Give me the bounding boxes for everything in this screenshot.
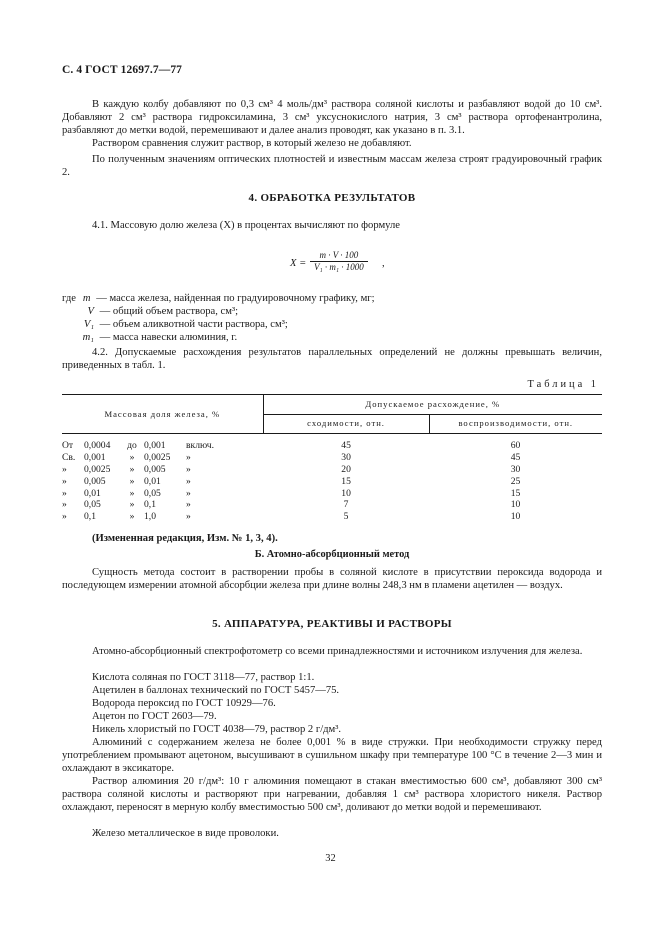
section-5-item: Железо металлическое в виде проволоки. [92,828,279,839]
column-header-reproducibility: воспроизводимости, отн. [429,414,602,434]
range-pre: » [62,499,67,511]
range-mid: » [129,511,135,523]
reproducibility-cell: 15 [510,487,521,499]
definition-text: — объем аликвотной части раствора, см³; [99,319,288,330]
section-5-item: Ацетилен в баллонах технический по ГОСТ 5457—75. [92,685,340,696]
range-hi: 0,0025 [144,452,171,464]
table-row [62,464,602,476]
convergence-cell: 20 [341,463,351,475]
range-hi: 0,05 [144,487,161,499]
method-b-title: Б. Атомно-абсорбционный метод [254,549,410,560]
range-mid: » [129,475,135,487]
formula-fraction [310,250,368,273]
table-caption: Таблица 1 [527,379,599,390]
convergence-cell: 5 [343,511,349,523]
range-pre: Св. [62,452,76,464]
range-cell [62,499,263,511]
range-cell [62,434,263,452]
definition-text: — масса железа, найденная по градуировочному графику, мг; [96,293,375,304]
paragraph-4-1: 4.1. Массовую долю железа (X) в процентах вычисляют по формуле [92,220,400,231]
section-5-item: Ацетон по ГОСТ 2603—79. [92,711,217,722]
method-b-text: Сущность метода состоит в растворении пробы в соляной кислоте в присутствии пероксида водорода и последующем измерении атомной абсорбции железа при длине волны 248,3 нм в пламени ацетилен — воздух. [62,567,602,591]
range-post: » [186,475,191,487]
revision-note: (Измененная редакция, Изм. № 1, 3, 4). [92,533,278,544]
range-hi: 1,0 [144,511,156,523]
formula-tail: , [382,258,385,269]
range-lo: 0,001 [84,452,106,464]
section-5-item: Кислота соляная по ГОСТ 3118—77, раствор 1:1. [92,672,315,683]
reproducibility-cell: 60 [510,440,521,452]
page-number: 32 [325,853,336,864]
range-hi: 0,1 [144,499,156,511]
definition-symbol: m₁ [82,332,94,343]
paragraph-4-2: 4.2. Допускаемые расхождения результатов параллельных определений не должны превышать величин, приведенных в табл. 1. [62,347,602,371]
reproducibility-cell: 45 [510,452,521,464]
range-cell [62,487,263,499]
range-post: » [186,511,191,523]
range-cell [62,475,263,487]
range-post: » [186,499,191,511]
range-pre: От [62,440,74,452]
definition-symbol: m [82,293,91,304]
range-pre: » [62,487,67,499]
section-5-item: Водорода пероксид по ГОСТ 10929—76. [92,698,276,709]
range-lo: 0,0004 [84,440,111,452]
table-row [62,434,602,452]
range-mid: » [129,452,135,464]
formula [290,250,490,280]
range-post: включ. [186,440,215,452]
tolerance-table [62,394,602,523]
definition-text: — общий объем раствора, см³; [99,306,239,317]
formula-denominator: V₁ · m₁ · 1000 [314,262,364,272]
definition-row [62,318,602,331]
formula-lhs: X = [290,258,307,269]
reproducibility-cell: 30 [510,463,521,475]
reproducibility-cell: 10 [510,499,521,511]
convergence-cell: 30 [341,452,351,464]
table-row [62,452,602,464]
table-row [62,511,602,523]
section-4-title: 4. ОБРАБОТКА РЕЗУЛЬТАТОВ [248,192,416,204]
range-pre: » [62,463,67,475]
range-cell [62,511,263,523]
table-row [62,475,602,487]
formula-numerator: m · V · 100 [310,250,368,262]
table-row [62,499,602,511]
range-lo: 0,01 [84,487,101,499]
column-header-group: Допускаемое расхождение, % [263,395,602,415]
section-5-item: Раствор алюминия 20 г/дм³: 10 г алюминия помещают в стакан вместимостью 600 см³, добавляют 300 см³ раствора соляной кислоты и растворяют при нагревании, добавляя 1 см³ раствора хлористого никеля. Раствор охлаждают, переносят в мерную колбу вместимостью 500 см³, доливают до метки водой и перемешивают. [62,776,602,813]
range-post: » [186,487,191,499]
range-hi: 0,001 [144,440,166,452]
definition-row [62,305,602,318]
range-pre: » [62,475,67,487]
range-lo: 0,0025 [84,463,111,475]
reproducibility-cell: 10 [510,511,521,523]
intro-paragraph-2: Раствором сравнения служит раствор, в который железо не добавляют. [92,138,412,149]
definition-symbol: V₁ [83,319,94,330]
definition-row [62,292,602,305]
range-post: » [186,463,191,475]
section-5-item: Никель хлористый по ГОСТ 4038—79, раствор 2 г/дм³. [92,724,342,735]
section-5-item: Алюминий с содержанием железа не более 0,001 % в виде стружки. При необходимости стружку перед употреблением промывают ацетоном, высушивают в сушильном шкафу при температуре 100 °С в течение 2—3 мин и охлаждают в эксикаторе. [62,737,602,774]
section-5-item: Атомно-абсорбционный спектрофотометр со всеми принадлежностями и источником излучения для железа. [92,646,583,657]
definition-row [62,331,602,344]
range-mid: » [129,487,135,499]
range-lo: 0,1 [84,511,96,523]
range-mid: до [127,440,137,452]
range-pre: » [62,511,67,523]
convergence-cell: 7 [343,499,349,511]
reproducibility-cell: 25 [510,475,521,487]
definitions-list [62,292,602,344]
range-mid: » [129,499,135,511]
convergence-cell: 10 [341,487,351,499]
range-lo: 0,05 [84,499,101,511]
range-cell [62,452,263,464]
intro-paragraph-3: По полученным значениям оптических плотностей и известным массам железа строят градуировочный график 2. [62,154,602,178]
page-header: С. 4 ГОСТ 12697.7—77 [62,64,183,76]
section-5-title: 5. АППАРАТУРА, РЕАКТИВЫ И РАСТВОРЫ [212,618,452,630]
table-row [62,487,602,499]
range-hi: 0,005 [144,463,166,475]
column-header-convergence: сходимости, отн. [263,414,429,434]
convergence-cell: 15 [341,475,351,487]
column-header-fraction: Массовая доля железа, % [62,395,263,434]
range-lo: 0,005 [84,475,106,487]
definition-text: — масса навески алюминия, г. [99,332,238,343]
range-post: » [186,452,191,464]
convergence-cell: 45 [341,440,351,452]
where-lead: где [62,293,76,304]
intro-paragraph-1: В каждую колбу добавляют по 0,3 см³ 4 моль/дм³ раствора соляной кислоты и разбавляют водой до 10 см³. Добавляют 2 см³ раствора гидроксиламина, 3 см³ уксуснокислого натрия, 3 см³ раствора ортофенантролина, разбавляют до метки водой, перемешивают и далее анализ проводят, как указано в п. 3.1. [62,99,602,136]
definition-symbol: V [87,306,94,317]
range-cell [62,464,263,476]
range-hi: 0,01 [144,475,161,487]
range-mid: » [129,463,135,475]
